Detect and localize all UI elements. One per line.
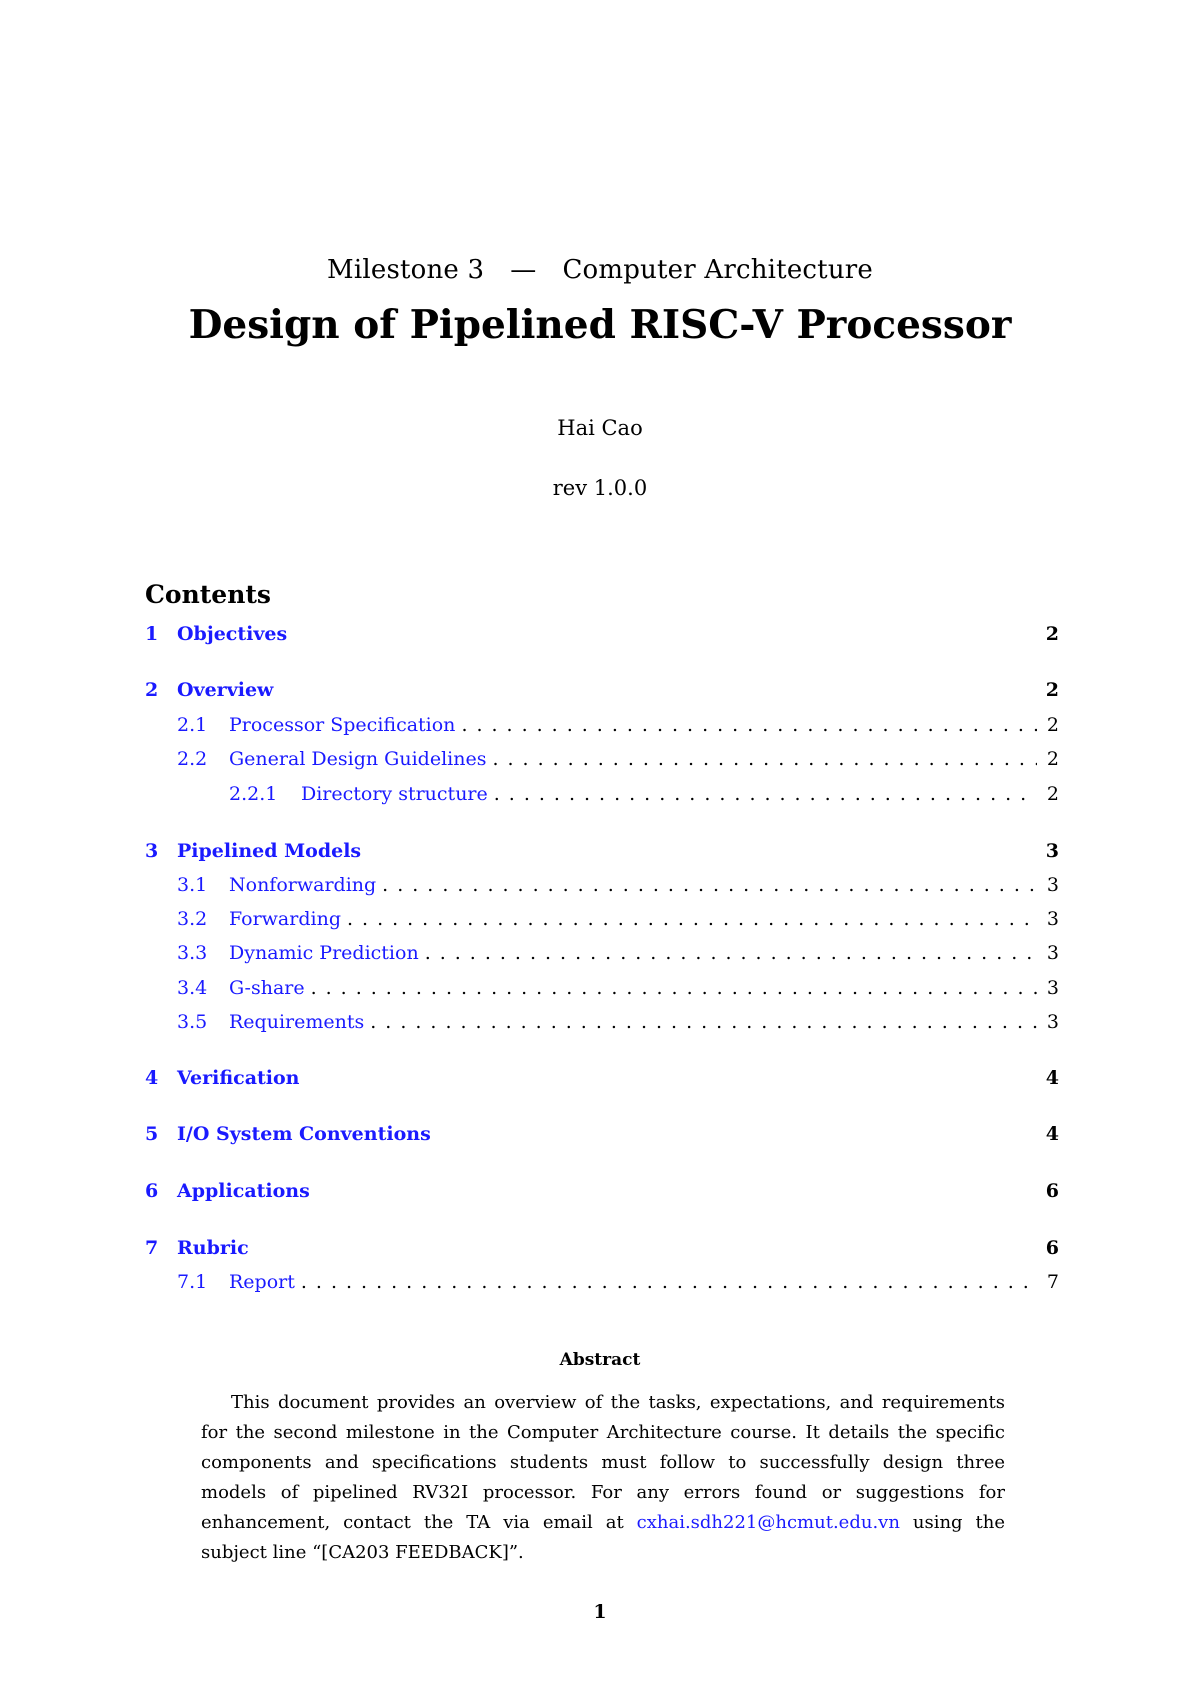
toc-entry-dynamic-prediction[interactable] <box>177 942 1059 970</box>
page-number: 1 <box>593 1601 607 1623</box>
toc-number: 7.1 <box>177 1271 208 1293</box>
toc-link[interactable]: G-share <box>229 977 305 999</box>
toc-number: 2 <box>145 679 159 701</box>
toc-link[interactable]: Requirements <box>229 1011 365 1033</box>
toc-leader-dots <box>370 1011 1037 1033</box>
milestone-label: Milestone 3 <box>327 255 485 285</box>
abstract-body <box>201 1388 1005 1568</box>
toc-number: 2.2.1 <box>229 783 278 805</box>
toc-page-number: 3 <box>1046 1011 1059 1033</box>
toc-link[interactable]: Verification <box>177 1067 300 1089</box>
toc-page-number: 4 <box>1045 1123 1059 1145</box>
toc-link[interactable]: Pipelined Models <box>177 840 362 862</box>
toc-page-number: 3 <box>1045 840 1059 862</box>
toc-page-number: 2 <box>1046 714 1059 736</box>
toc-page-number: 3 <box>1046 942 1059 964</box>
toc-link[interactable]: Report <box>229 1271 295 1293</box>
document-subtitle <box>0 255 1200 285</box>
toc-leader-dots <box>382 874 1037 896</box>
toc-page-number: 2 <box>1046 783 1059 805</box>
toc-number: 3.2 <box>177 908 208 930</box>
toc-link[interactable]: Processor Specification <box>229 714 456 736</box>
toc-link[interactable]: Objectives <box>177 623 288 645</box>
toc-page-number: 2 <box>1045 679 1059 701</box>
toc-entry-nonforwarding[interactable] <box>177 874 1059 902</box>
toc-number: 2.1 <box>177 714 208 736</box>
toc-entry-rubric[interactable] <box>145 1237 1059 1265</box>
course-name: Computer Architecture <box>562 255 873 285</box>
toc-page-number: 6 <box>1045 1237 1059 1259</box>
toc-leader-dots <box>492 748 1036 770</box>
toc-number: 3.4 <box>177 977 208 999</box>
toc-leader-dots <box>461 714 1036 736</box>
author-name: Hai Cao <box>557 416 643 440</box>
toc-page-number: 3 <box>1046 874 1059 896</box>
toc-link[interactable]: General Design Guidelines <box>229 748 487 770</box>
toc-entry-overview[interactable] <box>145 679 1059 707</box>
toc-entry-applications[interactable] <box>145 1180 1059 1208</box>
toc-number: 4 <box>145 1067 159 1089</box>
toc-link[interactable]: Overview <box>177 679 274 701</box>
toc-entry-io-system-conventions[interactable] <box>145 1123 1059 1151</box>
toc-entry-general-design-guidelines[interactable] <box>177 748 1059 776</box>
toc-page-number: 3 <box>1046 908 1059 930</box>
toc-link[interactable]: Applications <box>177 1180 310 1202</box>
toc-entry-directory-structure[interactable] <box>229 783 1059 811</box>
toc-page-number: 2 <box>1045 623 1059 645</box>
toc-link[interactable]: Rubric <box>177 1237 249 1259</box>
revision-label: rev 1.0.0 <box>552 476 648 500</box>
toc-leader-dots <box>425 942 1037 964</box>
toc-number: 7 <box>145 1237 159 1259</box>
toc-leader-dots <box>311 977 1037 999</box>
toc-entry-requirements[interactable] <box>177 1011 1059 1039</box>
document-title: Design of Pipelined RISC-V Processor <box>188 302 1012 348</box>
toc-page-number: 2 <box>1046 748 1059 770</box>
toc-number: 3.3 <box>177 942 208 964</box>
subtitle-separator: — <box>510 255 537 285</box>
toc-link[interactable]: Dynamic Prediction <box>229 942 419 964</box>
toc-entry-g-share[interactable] <box>177 977 1059 1005</box>
toc-page-number: 6 <box>1045 1180 1059 1202</box>
toc-leader-dots <box>494 783 1037 805</box>
abstract-text-end: using the subject line “[CA203 FEEDBACK]”. <box>201 1512 1006 1563</box>
toc-entry-processor-specification[interactable] <box>177 714 1059 742</box>
toc-link[interactable]: Nonforwarding <box>229 874 377 896</box>
toc-leader-dots <box>347 908 1037 930</box>
abstract-text: This document provides an overview of the tasks, expectations, and requirements for the second milestone in the Computer Architecture course. It details the specific components and specifications students must follow to successfully design three models of pipelined RV32I processor. For any errors found or suggestions for enhancement, contact the TA via email at <box>201 1392 1005 1533</box>
toc-page-number: 7 <box>1046 1271 1059 1293</box>
toc-page-number: 4 <box>1045 1067 1059 1089</box>
toc-entry-pipelined-models[interactable] <box>145 840 1059 868</box>
toc-entry-forwarding[interactable] <box>177 908 1059 936</box>
toc-number: 3.1 <box>177 874 208 896</box>
abstract-heading: Abstract <box>559 1350 641 1370</box>
toc-link[interactable]: I/O System Conventions <box>177 1123 431 1145</box>
toc-number: 6 <box>145 1180 159 1202</box>
toc-entry-verification[interactable] <box>145 1067 1059 1095</box>
toc-page-number: 3 <box>1046 977 1059 999</box>
toc-entry-report[interactable] <box>177 1271 1059 1299</box>
toc-leader-dots <box>301 1271 1037 1293</box>
toc-link[interactable]: Directory structure <box>301 783 488 805</box>
toc-number: 2.2 <box>177 748 208 770</box>
contents-heading: Contents <box>145 580 272 609</box>
toc-number: 1 <box>145 623 159 645</box>
toc-link[interactable]: Forwarding <box>229 908 341 930</box>
toc-number: 3.5 <box>177 1011 208 1033</box>
toc-number: 3 <box>145 840 159 862</box>
ta-email-link[interactable]: cxhai.sdh221@hcmut.edu.vn <box>636 1512 900 1533</box>
toc-number: 5 <box>145 1123 159 1145</box>
toc-entry-objectives[interactable] <box>145 623 1059 651</box>
